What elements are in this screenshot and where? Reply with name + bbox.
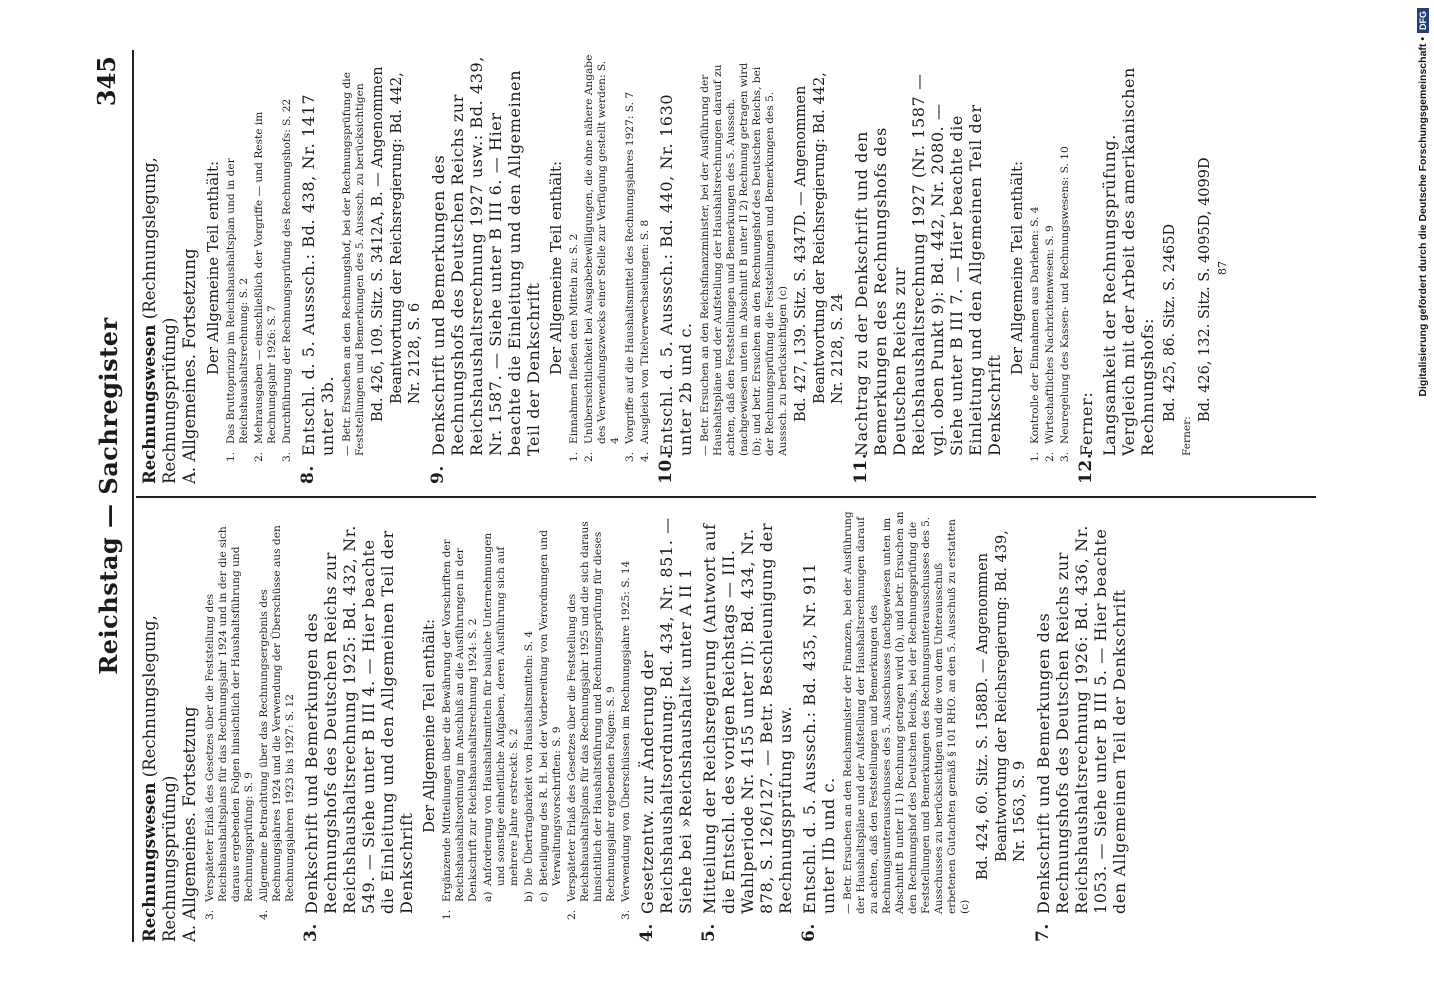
register-entry	[700, 510, 795, 942]
entry-number: 10.	[656, 452, 676, 484]
section-title	[140, 510, 180, 942]
list-item	[1029, 52, 1042, 484]
right-column	[140, 52, 1318, 484]
entry-text: Nachtrag zu der Denkschrift und den Bemerkungen des Rechnungshofs des Deutschen Reichs zur Reichshaushaltsrechnung 1927 (Nr. 1587 — vgl. oben Punkt 9): Bd. 442, Nr. 2080. — Siehe unter B III 7. — Hier beachte die Einleitung und den Allgemeinen Teil der Denkschrift	[852, 73, 1004, 456]
list-item	[566, 510, 618, 942]
entry-text: Gesetzentw. zur Änderung der Reichshaushaltsordnung: Bd. 434, Nr. 851. — Siehe bei »Reichshaushalt« unter A II 1	[638, 517, 695, 914]
item-text: Einnahmen fließen den Mitteln zu: S. 2	[568, 233, 580, 444]
answer-line: Beantwortung der Reichsregierung: Bd. 439, Nr. 1563, S. 9	[994, 530, 1028, 862]
register-entry	[302, 510, 416, 942]
entry-note: — Betr. Ersuchen an den Rechnungshof, bei der Rechnungsprüfung die Feststellungen und Bemerkungen des 5. Ausssch. zu berücksichtigen	[341, 72, 366, 456]
list-item	[624, 52, 637, 484]
header-rule	[132, 50, 134, 942]
item-number: 2.	[1044, 451, 1056, 462]
list-item	[258, 510, 297, 942]
entry-text: Denkschrift und Bemerkungen des Rechnungshofs des Deutschen Reichs zur Reichshaushaltsrechnung 1925: Bd. 432, Nr. 549. — Siehe unter B III 4. — Hier beachte die Einleitung und den Allgemeinen Teil der Denkschrift	[302, 525, 416, 914]
entry-note: — Betr. Ersuchen an den Reichsfinanzminister, bei der Ausführung der Haushaltspläne und der Aufstellung der Haushaltsrechnungen darauf zu achten, daß den Feststellungen und Bemerkungen des 5. Ausssch. (nachgewiesen unten im Abschnitt B unter II 2) Rechnung getragen wird (b); und betr. Ersuchen an den Rechnungshof des Deutschen Reichs, bei der Rechnungsprüfung die Feststellungen und Bemerkungen des 5. Ausssch. zu berücksichtigen (c)	[699, 62, 789, 456]
entry-number: 3.	[301, 923, 321, 942]
entry-number: 11.	[851, 452, 871, 484]
section-title	[140, 52, 180, 484]
item-text: Ausgleich von Titelverwechselungen: S. 8	[639, 219, 651, 444]
item-number: b)	[523, 891, 535, 902]
item-number: 4.	[639, 451, 651, 462]
entry-number: 5.	[699, 923, 719, 942]
digitization-credit	[1412, 0, 1434, 1000]
entry-text: Entschl. d. 5. Ausssch.: Bd. 438, Nr. 1417 unter 3b.	[299, 93, 337, 456]
sub-heading: Der Allgemeine Teil enthält:	[1008, 160, 1026, 376]
sub-heading: Der Allgemeine Teil enthält:	[420, 618, 438, 834]
reference-line: Bd. 426, 132. Sitz. S. 4095D, 4099D	[1197, 157, 1213, 422]
reference-line: Bd. 426, 109. Sitz. S. 3412A, B. — Angenommen	[370, 66, 386, 422]
list-item	[253, 52, 279, 484]
item-text: Verspäteter Erlaß des Gesetzes über die Feststellung des Reichshaushaltsplans für das Rechnungsjahr 1925 und die sich daraus hinsichtlich der Haushaltsführung und Rechnungsprüfung für dieses Rechnungsjahr ergebenden Folgen: S. 9	[566, 521, 617, 902]
entry-text: Entschl. d. 5. Ausssch.: Bd. 435, Nr. 911 unter IIb und c.	[800, 562, 838, 914]
entry-note: — Betr. Ersuchen an den Reichsminister der Finanzen, bei der Ausführung der Haushaltspläne und der Aufstellung der Haushaltsrechnungen darauf zu achten, daß den Feststellungen und Bemerkungen des Rechnungsunterausschusses des 5. Ausschusses (nachgewiesen unten im Abschnitt B unter II 1) Rechnung getragen wird (b), und betr. Ersuchen an den Rechnungshof des Deutschen Reichs, bei der Rechnungsprüfung die Feststellungen und Bemerkungen des Rechnungsunterausschusses des 5. Ausschusses zu berücksichtigen und die von dem Unterausschuß erbetenen Gutachten gemäß § 101 RHO. an den 5. Ausschuß zu erstatten (c)	[842, 511, 971, 914]
item-number: 3.	[620, 909, 632, 920]
list-item	[1059, 52, 1072, 484]
list-item	[441, 510, 480, 942]
item-text: Neuregelung des Kassen- und Rechnungswesens: S. 10	[1059, 146, 1071, 444]
item-number: 4.	[258, 909, 270, 920]
entry-number: 4.	[637, 923, 657, 942]
item-text: Verspäteter Erlaß des Gesetzes über die Feststellung des Reichshaushaltsplans für das Rechnungsjahr 1924 und in der die sich daraus ergebenden Folgen hinsichtlich der Haushaltsführung und Rechnungsprüfung: S. 9	[204, 526, 255, 902]
list-item	[281, 52, 294, 484]
item-number: c)	[538, 891, 550, 902]
list-item	[225, 52, 251, 484]
item-text: Verwendung von Überschüssen im Rechnungsjahre 1925: S. 14	[620, 560, 632, 902]
item-text: Ergänzende Mitteilungen über die Bewährung der Vorschriften der Reichshaushaltsordnung im Anschluß an die Ausführungen in der Denkschrift zur Reichshaushaltsrechnung 1924: S. 2	[441, 539, 479, 902]
register-entry	[429, 52, 543, 484]
column-divider	[136, 496, 1316, 498]
item-number: 1.	[568, 451, 580, 462]
item-number: 3.	[624, 451, 636, 462]
item-text: Das Bruttoprinzip im Reichshaushaltsplan und in der Reichshaushaltsrechnung: S. 2	[225, 158, 250, 444]
entry-number: 6.	[799, 923, 819, 942]
section-subtitle: A. Allgemeines. Fortsetzung	[180, 706, 199, 942]
list-subitem	[538, 510, 564, 942]
register-entry	[657, 52, 695, 484]
item-number: a)	[482, 891, 494, 902]
item-text: Beteiligung des R. H. bei der Vorbereitung von Verordnungen und Verwaltungsvorschriften: S. 9	[538, 529, 563, 886]
register-entry	[638, 510, 695, 942]
credit-text: Digitalisierung gefördert durch die Deutsche Forschungsgemeinschaft •	[1417, 37, 1429, 397]
entry-text: Ferner:	[1077, 391, 1096, 456]
reference-line: Bd. 425, 86. Sitz. S. 2465D	[1162, 223, 1178, 422]
item-number: 3.	[1059, 451, 1071, 462]
running-head: Reichstag — Sachregister	[93, 317, 123, 675]
list-item	[620, 510, 633, 942]
item-number: 2.	[253, 451, 265, 462]
entry-number: 8.	[298, 465, 318, 484]
digitization-strip	[1412, 0, 1434, 1000]
register-entry	[852, 52, 1004, 484]
section-subtitle: A. Allgemeines. Fortsetzung	[180, 248, 199, 484]
entry-number: 12.	[1076, 452, 1096, 484]
entry-text: Entschl. d. 5. Ausssch.: Bd. 440, Nr. 1630 unter 2b und c.	[657, 93, 695, 456]
page-number: 345	[92, 56, 121, 107]
item-text: Durchführung der Rechnungsprüfung des Rechnungshofs: S. 22	[281, 98, 293, 444]
left-column	[140, 510, 1318, 942]
item-text: Allgemeine Betrachtung über das Rechnungsergebnis des Rechnungsjahres 1924 und die Verwendung der Überschüsse aus den Rechnungsjahren 1923 bis 1927: S. 12	[258, 525, 296, 902]
sub-heading: Der Allgemeine Teil enthält:	[204, 160, 222, 376]
entry-number: 9.	[428, 465, 448, 484]
register-entry	[1077, 52, 1096, 484]
list-subitem	[523, 510, 536, 942]
item-number: 3.	[204, 909, 216, 920]
item-text: Unübersichtlichkeit bei Ausgabebewilligungen, die ohne nähere Angabe des Verwendungszwecks einer Stelle zur Verfügung gestellt werden: S. 4	[583, 54, 621, 444]
entry-note: Ferner:	[1181, 416, 1193, 456]
entry-continuation	[1100, 52, 1157, 484]
register-entry	[1034, 510, 1129, 942]
item-text: Kontrolle der Einnahmen aus Darlehen: S. 4	[1029, 206, 1041, 444]
dfg-logo: DFG	[1417, 8, 1429, 33]
item-text: Wirtschaftliches Nachrichtenwesen: S. 9	[1044, 225, 1056, 444]
item-number: 1.	[225, 451, 237, 462]
item-text: Vorgriffe auf die Haushaltsmittel des Rechnungsjahres 1927: S. 7	[624, 91, 636, 444]
register-entry	[800, 510, 838, 942]
answer-line: Beantwortung der Reichsregierung: Bd. 442, Nr. 2128, S. 6	[389, 72, 423, 404]
item-number: 3.	[281, 451, 293, 462]
reference-line: Bd. 427, 139. Sitz. S. 4347D. — Angenommen	[793, 85, 809, 422]
list-item	[1044, 52, 1057, 484]
entry-number: 7.	[1033, 923, 1053, 942]
sub-heading: Der Allgemeine Teil enthält:	[547, 160, 565, 376]
list-item	[583, 52, 622, 484]
list-item	[568, 52, 581, 484]
list-item	[204, 510, 256, 942]
entry-text: Langsamkeit der Rechnungsprüfung. Vergleich mit der Arbeit des amerikanischen Rechnungshofs:	[1100, 67, 1157, 456]
list-subitem	[482, 510, 521, 942]
item-number: 2.	[583, 451, 595, 462]
item-text: Die Übertragbarkeit von Haushaltsmitteln: S. 4	[523, 630, 535, 886]
item-number: 2.	[566, 909, 578, 920]
list-item	[639, 52, 652, 484]
section-title-rest: (Rechnungslegung, Rechnungsprüfung)	[140, 157, 179, 484]
entry-text: Mitteilung der Reichsregierung (Antwort auf die Entschl. des vorigen Reichstags — III. Wahlperiode Nr. 4155 unter II): Bd. 434, Nr. 878, S. 126/127. — Betr. Beschleunigung der Rechnungsprüfung usw.	[700, 522, 795, 914]
signature-number: 87	[1216, 261, 1229, 275]
section-title-bold: Rechnungswesen	[140, 782, 159, 942]
register-entry	[299, 52, 337, 484]
section-title-rest: (Rechnungslegung, Rechnungsprüfung)	[140, 615, 179, 942]
section-title-bold: Rechnungswesen	[140, 324, 159, 484]
register-sheet	[88, 50, 1320, 942]
item-number: 1.	[1029, 451, 1041, 462]
entry-text: Denkschrift und Bemerkungen des Rechnungshofs des Deutschen Reichs zur Reichshaushaltsrechnung 1927 usw.: Bd. 439, Nr. 1587. — Siehe unter B III 6. — Hier beachte die Einleitung und den Allgemeinen Teil der Denkschrift	[429, 56, 543, 456]
reference-line: Bd. 424, 60. Sitz. S. 1588D. — Angenommen	[975, 552, 991, 880]
answer-line: Beantwortung der Reichsregierung: Bd. 442, Nr. 2128, S. 24	[812, 72, 846, 404]
item-number: 1.	[441, 909, 453, 920]
item-text: Mehrausgaben — einschließlich der Vorgriffe — und Reste im Rechnungsjahr 1926: S. 7	[253, 111, 278, 444]
entry-text: Denkschrift und Bemerkungen des Rechnungshofs des Deutschen Reichs zur Reichshaushaltsrechnung 1926: Bd. 436, Nr. 1053. — Siehe unter B III 5. — Hier beachte den Allgemeinen Teil der Denkschrift	[1034, 525, 1129, 914]
item-text: Anforderung von Haushaltsmitteln für bauliche Unternehmungen und sonstige einheitliche Aufgaben, deren Ausführung sich auf mehrere Jahre erstreckt: S. 2	[482, 532, 520, 886]
